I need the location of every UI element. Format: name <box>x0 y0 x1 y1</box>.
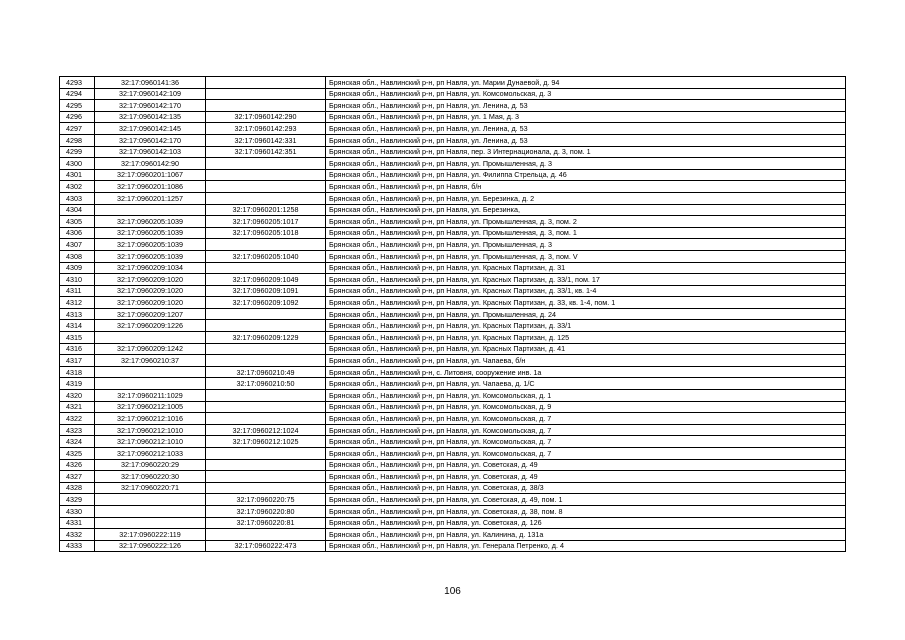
address-cell: Брянская обл., Навлинский р-н, рп Навля, ул. Ленина, д. 53 <box>326 134 846 146</box>
object-cadastral-number-cell: 32:17:0960205:1017 <box>206 216 326 228</box>
table-row <box>60 366 846 378</box>
object-cadastral-number-cell <box>206 239 326 251</box>
land-cadastral-number-cell: 32:17:0960142:135 <box>95 111 206 123</box>
row-number-cell: 4325 <box>60 448 95 460</box>
object-cadastral-number-cell <box>206 459 326 471</box>
land-cadastral-number-cell: 32:17:0960212:1010 <box>95 424 206 436</box>
row-number-cell: 4323 <box>60 424 95 436</box>
address-cell: Брянская обл., Навлинский р-н, рп Навля, ул. Калинина, д. 131а <box>326 529 846 541</box>
object-cadastral-number-cell: 32:17:0960205:1040 <box>206 250 326 262</box>
table-row <box>60 482 846 494</box>
table-row <box>60 343 846 355</box>
object-cadastral-number-cell <box>206 401 326 413</box>
table-row <box>60 459 846 471</box>
object-cadastral-number-cell: 32:17:0960210:50 <box>206 378 326 390</box>
land-cadastral-number-cell: 32:17:0960220:71 <box>95 482 206 494</box>
object-cadastral-number-cell <box>206 169 326 181</box>
address-cell: Брянская обл., Навлинский р-н, рп Навля, ул. Советская, д. 49 <box>326 471 846 483</box>
table-row <box>60 192 846 204</box>
object-cadastral-number-cell <box>206 413 326 425</box>
address-cell: Брянская обл., Навлинский р-н, рп Навля, ул. Промышленная, д. 3 <box>326 239 846 251</box>
address-cell: Брянская обл., Навлинский р-н, рп Навля, ул. Комсомольская, д. 7 <box>326 424 846 436</box>
table-row <box>60 378 846 390</box>
address-cell: Брянская обл., Навлинский р-н, рп Навля, ул. Советская, д. 126 <box>326 517 846 529</box>
object-cadastral-number-cell: 32:17:0960220:81 <box>206 517 326 529</box>
table-row <box>60 332 846 344</box>
row-number-cell: 4321 <box>60 401 95 413</box>
row-number-cell: 4303 <box>60 192 95 204</box>
address-cell: Брянская обл., Навлинский р-н, рп Навля, ул. Комсомольская, д. 9 <box>326 401 846 413</box>
table-row <box>60 204 846 216</box>
row-number-cell: 4311 <box>60 285 95 297</box>
row-number-cell: 4294 <box>60 88 95 100</box>
row-number-cell: 4326 <box>60 459 95 471</box>
row-number-cell: 4316 <box>60 343 95 355</box>
table-row <box>60 227 846 239</box>
table-row <box>60 413 846 425</box>
address-cell: Брянская обл., Навлинский р-н, рп Навля, ул. Промышленная, д. 24 <box>326 308 846 320</box>
row-number-cell: 4306 <box>60 227 95 239</box>
row-number-cell: 4296 <box>60 111 95 123</box>
land-cadastral-number-cell <box>95 366 206 378</box>
table-row <box>60 448 846 460</box>
row-number-cell: 4319 <box>60 378 95 390</box>
table-row <box>60 146 846 158</box>
table-row <box>60 262 846 274</box>
row-number-cell: 4332 <box>60 529 95 541</box>
object-cadastral-number-cell: 32:17:0960220:80 <box>206 505 326 517</box>
land-cadastral-number-cell: 32:17:0960201:1257 <box>95 192 206 204</box>
land-cadastral-number-cell <box>95 332 206 344</box>
land-cadastral-number-cell: 32:17:0960211:1029 <box>95 390 206 402</box>
address-cell: Брянская обл., Навлинский р-н, рп Навля, ул. Комсомольская, д. 3 <box>326 88 846 100</box>
land-cadastral-number-cell: 32:17:0960209:1242 <box>95 343 206 355</box>
address-cell: Брянская обл., Навлинский р-н, рп Навля, пер. 3 Интернационала, д. 3, пом. 1 <box>326 146 846 158</box>
object-cadastral-number-cell: 32:17:0960209:1049 <box>206 274 326 286</box>
object-cadastral-number-cell: 32:17:0960142:331 <box>206 134 326 146</box>
address-cell: Брянская обл., Навлинский р-н, рп Навля, ул. Комсомольская, д. 7 <box>326 413 846 425</box>
land-cadastral-number-cell: 32:17:0960201:1067 <box>95 169 206 181</box>
row-number-cell: 4307 <box>60 239 95 251</box>
object-cadastral-number-cell <box>206 181 326 193</box>
row-number-cell: 4304 <box>60 204 95 216</box>
row-number-cell: 4298 <box>60 134 95 146</box>
row-number-cell: 4293 <box>60 77 95 89</box>
object-cadastral-number-cell <box>206 343 326 355</box>
land-cadastral-number-cell: 32:17:0960205:1039 <box>95 250 206 262</box>
table-row <box>60 471 846 483</box>
row-number-cell: 4329 <box>60 494 95 506</box>
table-row <box>60 494 846 506</box>
object-cadastral-number-cell <box>206 448 326 460</box>
land-cadastral-number-cell: 32:17:0960220:30 <box>95 471 206 483</box>
table-row <box>60 134 846 146</box>
table-row <box>60 320 846 332</box>
table-row <box>60 355 846 367</box>
address-cell: Брянская обл., Навлинский р-н, рп Навля, ул. Советская, д. 49, пом. 1 <box>326 494 846 506</box>
row-number-cell: 4330 <box>60 505 95 517</box>
land-cadastral-number-cell: 32:17:0960209:1226 <box>95 320 206 332</box>
address-cell: Брянская обл., Навлинский р-н, рп Навля, ул. Красных Партизан, д. 31 <box>326 262 846 274</box>
row-number-cell: 4322 <box>60 413 95 425</box>
row-number-cell: 4301 <box>60 169 95 181</box>
address-cell: Брянская обл., Навлинский р-н, рп Навля, ул. Березинка, <box>326 204 846 216</box>
object-cadastral-number-cell <box>206 158 326 170</box>
address-cell: Брянская обл., Навлинский р-н, рп Навля, б/н <box>326 181 846 193</box>
land-cadastral-number-cell: 32:17:0960142:103 <box>95 146 206 158</box>
table-row <box>60 529 846 541</box>
land-cadastral-number-cell <box>95 204 206 216</box>
object-cadastral-number-cell: 32:17:0960209:1229 <box>206 332 326 344</box>
table-row <box>60 250 846 262</box>
table-row <box>60 401 846 413</box>
land-cadastral-number-cell: 32:17:0960222:119 <box>95 529 206 541</box>
row-number-cell: 4299 <box>60 146 95 158</box>
address-cell: Брянская обл., Навлинский р-н, рп Навля, ул. Красных Партизан, д. 125 <box>326 332 846 344</box>
object-cadastral-number-cell <box>206 88 326 100</box>
row-number-cell: 4314 <box>60 320 95 332</box>
object-cadastral-number-cell: 32:17:0960220:75 <box>206 494 326 506</box>
table-row <box>60 100 846 112</box>
row-number-cell: 4310 <box>60 274 95 286</box>
row-number-cell: 4331 <box>60 517 95 529</box>
object-cadastral-number-cell: 32:17:0960205:1018 <box>206 227 326 239</box>
row-number-cell: 4297 <box>60 123 95 135</box>
land-cadastral-number-cell: 32:17:0960142:145 <box>95 123 206 135</box>
row-number-cell: 4313 <box>60 308 95 320</box>
land-cadastral-number-cell: 32:17:0960210:37 <box>95 355 206 367</box>
table-row <box>60 517 846 529</box>
address-cell: Брянская обл., Навлинский р-н, рп Навля, ул. Ленина, д. 53 <box>326 100 846 112</box>
land-cadastral-number-cell: 32:17:0960209:1020 <box>95 297 206 309</box>
row-number-cell: 4317 <box>60 355 95 367</box>
row-number-cell: 4324 <box>60 436 95 448</box>
row-number-cell: 4328 <box>60 482 95 494</box>
address-cell: Брянская обл., Навлинский р-н, рп Навля, ул. Советская, д. 38, пом. 8 <box>326 505 846 517</box>
address-cell: Брянская обл., Навлинский р-н, рп Навля, ул. Советская, д. 38/3 <box>326 482 846 494</box>
object-cadastral-number-cell <box>206 529 326 541</box>
land-cadastral-number-cell: 32:17:0960209:1020 <box>95 285 206 297</box>
land-cadastral-number-cell: 32:17:0960212:1016 <box>95 413 206 425</box>
land-cadastral-number-cell: 32:17:0960212:1005 <box>95 401 206 413</box>
table-row <box>60 540 846 552</box>
row-number-cell: 4312 <box>60 297 95 309</box>
table-row <box>60 424 846 436</box>
land-cadastral-number-cell: 32:17:0960205:1039 <box>95 216 206 228</box>
row-number-cell: 4295 <box>60 100 95 112</box>
object-cadastral-number-cell <box>206 390 326 402</box>
land-cadastral-number-cell: 32:17:0960220:29 <box>95 459 206 471</box>
land-cadastral-number-cell: 32:17:0960142:170 <box>95 134 206 146</box>
land-cadastral-number-cell: 32:17:0960212:1010 <box>95 436 206 448</box>
object-cadastral-number-cell: 32:17:0960210:49 <box>206 366 326 378</box>
page-number: 106 <box>444 586 461 597</box>
object-cadastral-number-cell: 32:17:0960209:1092 <box>206 297 326 309</box>
table-row <box>60 77 846 89</box>
land-cadastral-number-cell: 32:17:0960205:1039 <box>95 227 206 239</box>
row-number-cell: 4320 <box>60 390 95 402</box>
address-cell: Брянская обл., Навлинский р-н, рп Навля, ул. Красных Партизан, д. 33/1, кв. 1-4 <box>326 285 846 297</box>
row-number-cell: 4308 <box>60 250 95 262</box>
land-cadastral-number-cell <box>95 494 206 506</box>
address-cell: Брянская обл., Навлинский р-н, рп Навля, ул. Советская, д. 49 <box>326 459 846 471</box>
row-number-cell: 4300 <box>60 158 95 170</box>
address-cell: Брянская обл., Навлинский р-н, с. Литовня, сооружение инв. 1а <box>326 366 846 378</box>
object-cadastral-number-cell <box>206 482 326 494</box>
land-cadastral-number-cell: 32:17:0960209:1034 <box>95 262 206 274</box>
object-cadastral-number-cell <box>206 355 326 367</box>
address-cell: Брянская обл., Навлинский р-н, рп Навля, ул. Комсомольская, д. 7 <box>326 448 846 460</box>
address-cell: Брянская обл., Навлинский р-н, рп Навля, ул. Комсомольская, д. 7 <box>326 436 846 448</box>
object-cadastral-number-cell: 32:17:0960142:293 <box>206 123 326 135</box>
land-cadastral-number-cell <box>95 378 206 390</box>
address-cell: Брянская обл., Навлинский р-н, рп Навля, ул. Комсомольская, д. 1 <box>326 390 846 402</box>
address-cell: Брянская обл., Навлинский р-н, рп Навля, ул. Ленина, д. 53 <box>326 123 846 135</box>
address-cell: Брянская обл., Навлинский р-н, рп Навля, ул. Красных Партизан, д. 41 <box>326 343 846 355</box>
table-row <box>60 308 846 320</box>
land-cadastral-number-cell: 32:17:0960212:1033 <box>95 448 206 460</box>
row-number-cell: 4302 <box>60 181 95 193</box>
row-number-cell: 4318 <box>60 366 95 378</box>
register-table-body <box>60 77 846 552</box>
property-register-table <box>59 76 846 552</box>
address-cell: Брянская обл., Навлинский р-н, рп Навля, ул. Промышленная, д. 3 <box>326 158 846 170</box>
address-cell: Брянская обл., Навлинский р-н, рп Навля, ул. Промышленная, д. 3, пом. 2 <box>326 216 846 228</box>
row-number-cell: 4327 <box>60 471 95 483</box>
row-number-cell: 4309 <box>60 262 95 274</box>
address-cell: Брянская обл., Навлинский р-н, рп Навля, ул. Чапаева, д. 1/С <box>326 378 846 390</box>
object-cadastral-number-cell: 32:17:0960209:1091 <box>206 285 326 297</box>
land-cadastral-number-cell: 32:17:0960142:170 <box>95 100 206 112</box>
land-cadastral-number-cell: 32:17:0960201:1086 <box>95 181 206 193</box>
table-row <box>60 505 846 517</box>
address-cell: Брянская обл., Навлинский р-н, рп Навля, ул. Чапаева, б/н <box>326 355 846 367</box>
table-row <box>60 181 846 193</box>
object-cadastral-number-cell: 32:17:0960142:290 <box>206 111 326 123</box>
land-cadastral-number-cell: 32:17:0960222:126 <box>95 540 206 552</box>
table-row <box>60 239 846 251</box>
address-cell: Брянская обл., Навлинский р-н, рп Навля, ул. Генерала Петренко, д. 4 <box>326 540 846 552</box>
table-row <box>60 216 846 228</box>
object-cadastral-number-cell: 32:17:0960222:473 <box>206 540 326 552</box>
land-cadastral-number-cell: 32:17:0960209:1207 <box>95 308 206 320</box>
object-cadastral-number-cell <box>206 262 326 274</box>
object-cadastral-number-cell <box>206 100 326 112</box>
table-row <box>60 274 846 286</box>
table-row <box>60 169 846 181</box>
object-cadastral-number-cell: 32:17:0960212:1024 <box>206 424 326 436</box>
object-cadastral-number-cell: 32:17:0960142:351 <box>206 146 326 158</box>
row-number-cell: 4305 <box>60 216 95 228</box>
object-cadastral-number-cell: 32:17:0960201:1258 <box>206 204 326 216</box>
address-cell: Брянская обл., Навлинский р-н, рп Навля, ул. Красных Партизан, д. 33/1, пом. 17 <box>326 274 846 286</box>
land-cadastral-number-cell: 32:17:0960209:1020 <box>95 274 206 286</box>
address-cell: Брянская обл., Навлинский р-н, рп Навля, ул. Красных Партизан, д. 33/1 <box>326 320 846 332</box>
object-cadastral-number-cell: 32:17:0960212:1025 <box>206 436 326 448</box>
land-cadastral-number-cell <box>95 517 206 529</box>
table-row <box>60 390 846 402</box>
land-cadastral-number-cell: 32:17:0960142:90 <box>95 158 206 170</box>
address-cell: Брянская обл., Навлинский р-н, рп Навля, ул. 1 Мая, д. 3 <box>326 111 846 123</box>
land-cadastral-number-cell: 32:17:0960141:36 <box>95 77 206 89</box>
address-cell: Брянская обл., Навлинский р-н, рп Навля, ул. Красных Партизан, д. 33, кв. 1-4, пом. 1 <box>326 297 846 309</box>
object-cadastral-number-cell <box>206 77 326 89</box>
row-number-cell: 4333 <box>60 540 95 552</box>
address-cell: Брянская обл., Навлинский р-н, рп Навля, ул. Филиппа Стрельца, д. 46 <box>326 169 846 181</box>
land-cadastral-number-cell: 32:17:0960205:1039 <box>95 239 206 251</box>
object-cadastral-number-cell <box>206 320 326 332</box>
table-row <box>60 123 846 135</box>
table-row <box>60 111 846 123</box>
row-number-cell: 4315 <box>60 332 95 344</box>
object-cadastral-number-cell <box>206 308 326 320</box>
land-cadastral-number-cell <box>95 505 206 517</box>
table-row <box>60 158 846 170</box>
address-cell: Брянская обл., Навлинский р-н, рп Навля, ул. Промышленная, д. 3, пом. 1 <box>326 227 846 239</box>
object-cadastral-number-cell <box>206 471 326 483</box>
object-cadastral-number-cell <box>206 192 326 204</box>
address-cell: Брянская обл., Навлинский р-н, рп Навля, ул. Промышленная, д. 3, пом. V <box>326 250 846 262</box>
table-row <box>60 285 846 297</box>
address-cell: Брянская обл., Навлинский р-н, рп Навля, ул. Марии Дунаевой, д. 94 <box>326 77 846 89</box>
address-cell: Брянская обл., Навлинский р-н, рп Навля, ул. Березинка, д. 2 <box>326 192 846 204</box>
table-row <box>60 297 846 309</box>
land-cadastral-number-cell: 32:17:0960142:109 <box>95 88 206 100</box>
table-row <box>60 88 846 100</box>
table-row <box>60 436 846 448</box>
